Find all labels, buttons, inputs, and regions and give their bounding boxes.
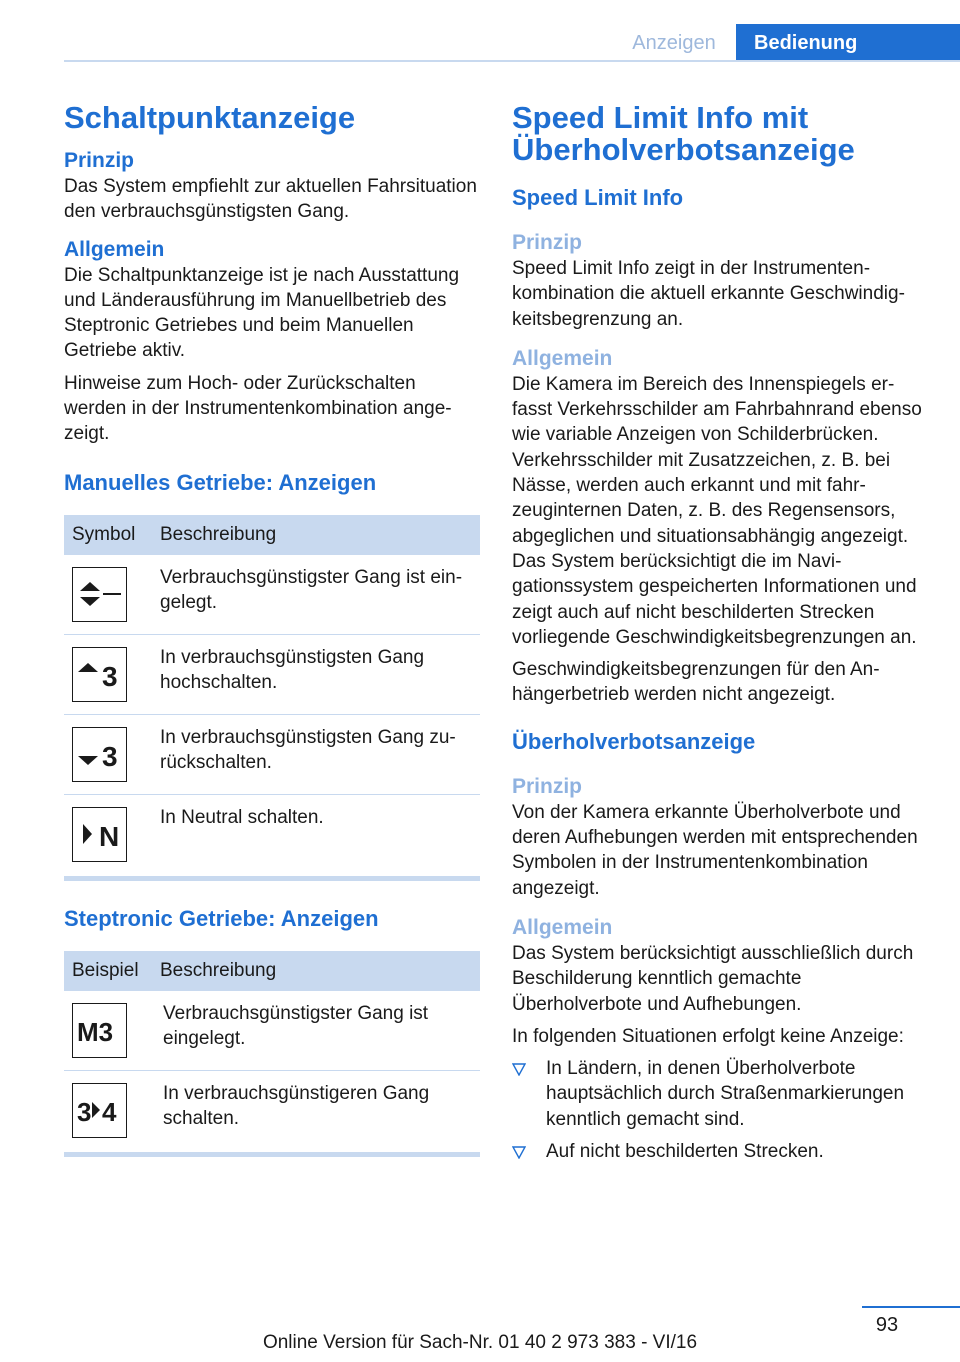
shift-neutral-icon [72,807,127,862]
page-number: 93 [875,1314,899,1336]
heading-prinzip-2: Prinzip [512,774,583,798]
prinzip-text: Das System empfiehlt zur aktuellen Fahrsituation den verbrauchsgünstigsten Gang. [64,176,477,223]
m3-icon [72,1003,127,1058]
heading-steptronic: Steptronic Getriebe: Anzeigen [64,905,379,931]
svg-text:4: 4 [101,1097,116,1128]
heading-manual-transmission: Manuelles Getriebe: Anzeigen [64,469,377,495]
gear-optimal-icon [72,567,127,622]
right-column [512,102,928,1171]
row-description: In verbrauchsgünstigsten Gang zurückschalten. [152,714,480,794]
prinzip-text: Speed Limit Info zeigt in der Instrumentenkombination die aktuell erkannte Geschwindigkeitsbegrenzung an. [512,258,905,330]
downshift-3-icon [72,727,127,782]
row-description: Verbrauchsgünstigster Gang ist eingelegt. [152,555,480,635]
header-tab-bedienung[interactable]: Bedienung [736,24,960,62]
list-item-text: Auf nicht beschilderten Strecken. [546,1141,824,1163]
heading-overtaking-ban: Überholverbotsanzeige [512,728,756,754]
section-title-schaltpunktanzeige: Schaltpunktanzeige [64,100,356,135]
header-tab-anzeigen[interactable]: Anzeigen [632,32,716,54]
triangle-bullet-icon [512,1146,526,1159]
heading-prinzip: Prinzip [64,149,135,172]
svg-text:M3: M3 [76,1017,113,1048]
svg-text:3: 3 [101,741,118,773]
header-divider [64,60,960,62]
table-header-row [64,515,480,555]
row-description: In verbrauchsgünstigsten Gang hochschalten. [152,634,480,714]
allgemein-text-1: Die Kamera im Bereich des Innenspiegels erfasst Verkehrsschilder am Fahrbahnrand ebenso wie variable Anzeigen von Schilderbrücken. Verkehrsschilder mit Zusatzzeichen, z. B. bei Nässe, werden auch erkannt und mit fahrzeuginternen Daten, z. B. des Regensensors, abgeglichen und situationsabhängig angezeigt. Das System berücksichtigt die im Navigationssystem gespeicherten Informationen und zeigt auch auf nicht beschilderten Strecken vorliegende Geschwindigkeitsbegrenzungen an. [512,373,922,648]
row-description: In verbrauchsgünstigeren Gang schalten. [163,1082,430,1129]
heading-speed-limit-info: Speed Limit Info [512,185,684,210]
prinzip-text-2: Von der Kamera erkannte Überholverbote und deren Aufhebungen werden mit entsprechenden Symbolen in der Instrumentenkombination angezeigt. [512,801,918,899]
table-header-description: Beschreibung [152,951,480,991]
triangle-bullet-icon [512,1063,526,1076]
left-column [64,102,480,1157]
row-description: Verbrauchsgünstigster Gang ist eingelegt. [152,991,480,1071]
heading-allgemein: Allgemein [512,346,613,370]
table-row [64,1070,480,1152]
svg-text:3: 3 [76,1097,91,1128]
table-header-description: Beschreibung [152,515,480,555]
table-header-example: Beispiel [64,951,152,991]
steptronic-table [64,951,480,1152]
svg-text:3: 3 [101,661,118,693]
upshift-3-icon [72,647,127,702]
table-end-bar [64,876,480,881]
section-title-speed-limit-info: Speed Limit Info mit Überholverbotsanzeige [512,100,855,167]
situation-list [512,1056,928,1164]
table-row [64,634,480,714]
table-row [64,714,480,794]
footer-version-text: Online Version für Sach-Nr. 01 40 2 973 383 - VI/16 [262,1332,698,1353]
heading-allgemein: Allgemein [64,237,165,261]
table-row [64,794,480,876]
list-item-text: In Ländern, in denen Überholverbote hauptsächlich durch Straßenmarkierungen kenntlich gemacht sind. [546,1058,905,1130]
list-item [512,1056,928,1132]
table-row [64,991,480,1071]
list-item [512,1139,928,1164]
allgemein-text-2: Hinweise zum Hoch- oder Zurückschalten werden in der Instrumentenkombination angezeigt. [64,372,452,445]
table-header-row [64,951,480,991]
allgemein-text-1: Die Schaltpunktanzeige ist je nach Ausstattung und Länderausführung im Manuellbetrieb des Steptronic Getriebes und beim Manuellen Getriebe aktiv. [64,264,460,362]
allgemein2-text-2: In folgenden Situationen erfolgt keine Anzeige: [512,1025,904,1047]
heading-allgemein-2: Allgemein [512,915,613,939]
shift-3-to-4-icon [72,1083,127,1138]
table-header-symbol: Symbol [64,515,152,555]
allgemein2-text-1: Das System berücksichtigt ausschließlich durch Beschilderung kenntlich gemachte Überholverbote und Aufhebungen. [512,942,914,1015]
table-end-bar [64,1152,480,1157]
allgemein-text-2: Geschwindigkeitsbegrenzungen für den Anhängerbetrieb werden nicht angezeigt. [512,659,880,706]
svg-text:N: N [98,821,119,853]
table-row [64,555,480,635]
heading-prinzip: Prinzip [512,231,583,254]
footer-divider [862,1306,960,1308]
manual-transmission-table [64,515,480,876]
row-description: In Neutral schalten. [160,806,324,828]
